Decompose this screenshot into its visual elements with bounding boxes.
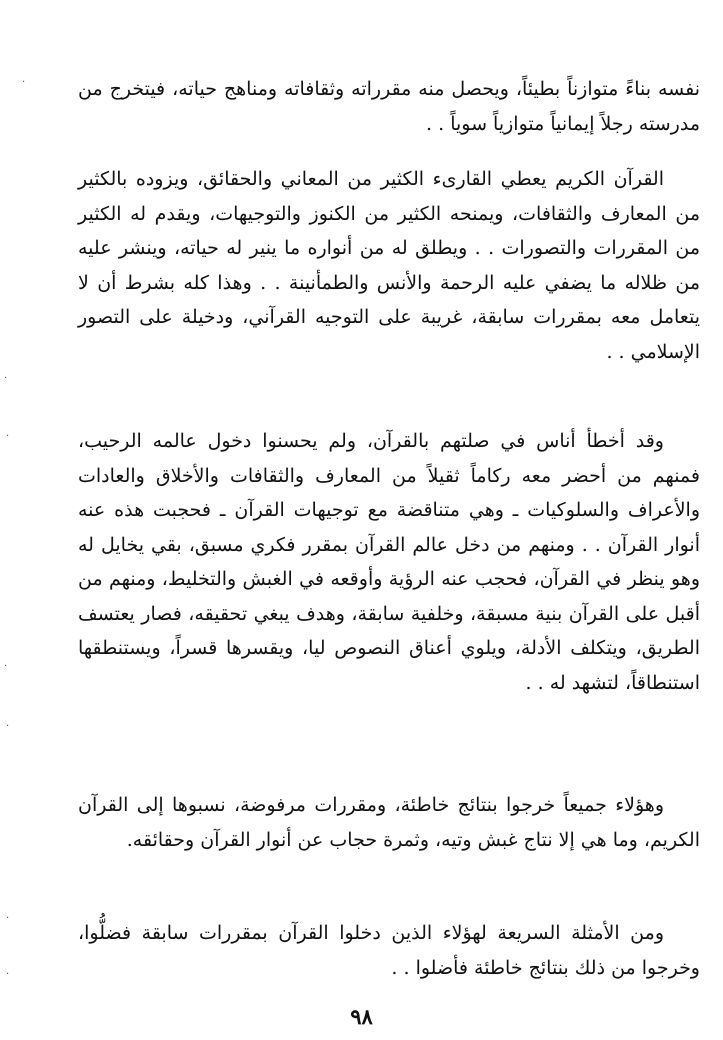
margin-speck: · xyxy=(22,77,26,88)
margin-speck: · xyxy=(6,969,10,980)
paragraph-2 xyxy=(78,162,700,369)
paragraph-5-text: ومن الأمثلة السريعة لهؤلاء الذين دخلوا القرآن بمقررات سابقة فضلُّوا، وخرجوا من ذلك بنتائج خاطئة فأضلوا . . xyxy=(78,922,700,979)
page-number: ٩٨ xyxy=(350,1004,373,1029)
paragraph-3-text: وقد أخطأ أناس في صلتهم بالقرآن، ولم يحسنوا دخول عالمه الرحيب، فمنهم من أحضر معه ركاماً ثقيلاً من المعارف والثقافات والأخلاق والعادات والأعراف والسلوكيات ـ وهي متناقضة مع توجيهات القرآن ـ فحجبت هذه عنه أنوار القرآن . . ومنهم من دخل عالم القرآن بمقرر فكري مسبق، بقي يخايل له وهو ينظر في القرآن، فحجب عنه الرؤية وأوقعه في الغبش والتخليط، ومنهم من أقبل على القرآن بنية مسبقة، وخلفية سابقة، وهدف يبغي تحقيقه، فصار يعتسف الطريق، ويتكلف الأدلة، ويلوي أعناق النصوص ليا، ويقسرها قسراً، ويستنطقها استنطاقاً، لتشهد له . . xyxy=(78,430,700,694)
margin-speck: · xyxy=(4,661,8,672)
paragraph-4-text: وهؤلاء جميعاً خرجوا بنتائج خاطئة، ومقررات مرفوضة، نسبوها إلى القرآن الكريم، وما هي إلا نتاج غبش وتيه، وثمرة حجاب عن أنوار القرآن وحقائقه. xyxy=(78,794,700,851)
margin-speck: · xyxy=(6,913,10,924)
paragraph-4 xyxy=(78,788,700,857)
paragraph-2-text: القرآن الكريم يعطي القارىء الكثير من المعاني والحقائق، ويزوده بالكثير من المعارف والثقافات، ويمنحه الكثير من الكنوز والتوجيهات، ويقدم له الكثير من المقررات والتصورات . . ويطلق له من أنواره ما ينير له حياته، وينشر عليه من ظلاله ما يضفي عليه الرحمة والأنس والطمأنينة . . وهذا كله بشرط أن لا يتعامل معه بمقررات سابقة، غريبة على التوجيه القرآني، ودخيلة على التصور الإسلامي . . xyxy=(78,168,700,363)
paragraph-1-text: نفسه بناءً متوازناً بطيئاً، ويحصل منه مقرراته وثقافاته ومناهج حياته، فيتخرج من مدرسته رجلاً إيمانياً متوازياً سوياً . . xyxy=(78,78,700,135)
margin-speck: · xyxy=(6,431,10,442)
margin-speck: · xyxy=(4,373,8,384)
paragraph-5 xyxy=(78,916,700,985)
paragraph-3 xyxy=(78,424,700,700)
paragraph-1 xyxy=(78,72,700,141)
margin-speck: · xyxy=(6,721,10,732)
